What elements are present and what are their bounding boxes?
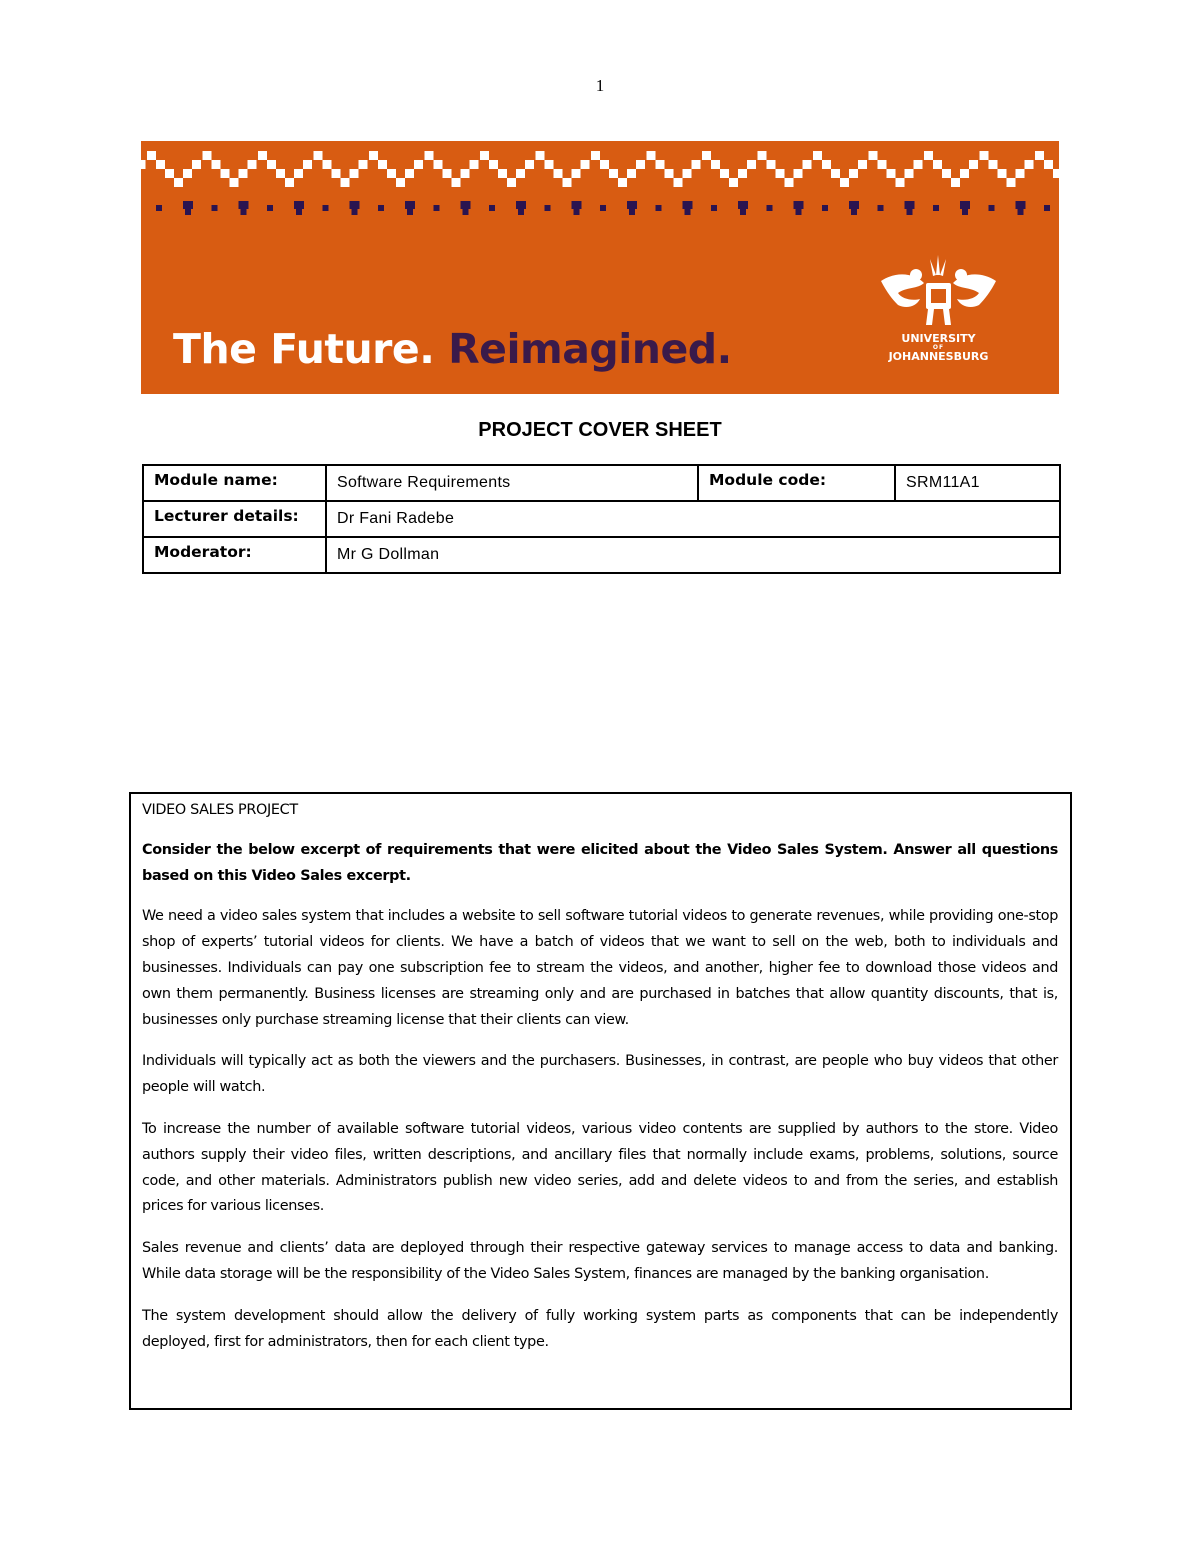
university-crest-icon bbox=[876, 251, 1001, 331]
module-info-table bbox=[142, 464, 1061, 574]
project-paragraph: To increase the number of available software tutorial videos, various video contents are supplied by authors to the store. Video authors supply their video files, written descriptions, and ancillary files that normally include exams, problems, solutions, source code, and other materials. Administrators publish new video series, add and delete videos to and from the series, and establish prices for various licenses. bbox=[142, 1120, 1058, 1215]
module-name-label: Module name: bbox=[143, 465, 326, 501]
project-paragraph: The system development should allow the delivery of fully working system parts as components that can be independently deployed, first for administrators, then for each client type. bbox=[142, 1307, 1058, 1350]
project-description-box bbox=[129, 792, 1072, 1410]
logo-text-university: UNIVERSITY bbox=[901, 332, 976, 345]
module-code-label: Module code: bbox=[698, 465, 895, 501]
moderator-value: Mr G Dollman bbox=[326, 537, 1060, 573]
logo-text-johannesburg: JOHANNESBURG bbox=[888, 349, 989, 363]
moderator-label: Moderator: bbox=[143, 537, 326, 573]
logo-text-of: OF bbox=[932, 343, 945, 351]
project-paragraph: Sales revenue and clients’ data are deployed through their respective gateway services to manage access to data and banking. While data storage will be the responsibility of the Video Sales System, finances are managed by the banking organisation. bbox=[142, 1240, 1058, 1282]
cover-sheet-title: PROJECT COVER SHEET bbox=[478, 419, 722, 441]
lecturer-label: Lecturer details: bbox=[143, 501, 326, 537]
module-name-value: Software Requirements bbox=[326, 465, 698, 501]
university-logo bbox=[876, 251, 1001, 362]
module-code-value: SRM11A1 bbox=[895, 465, 1060, 501]
table-row bbox=[143, 501, 1060, 537]
project-title: VIDEO SALES PROJECT bbox=[142, 802, 298, 818]
table-row bbox=[143, 537, 1060, 573]
project-paragraph: We need a video sales system that includes a website to sell software tutorial videos to generate revenues, while providing one-stop shop of experts’ tutorial videos for clients. We have a batch of videos that we want to sell on the web, both to individuals and businesses. Individuals can pay one subscription fee to stream the videos, and another, higher fee to download those videos and own them permanently. Business licenses are streaming only and are purchased in batches that allow quantity discounts, that is, businesses only purchase streaming license that their clients can view. bbox=[142, 908, 1058, 1028]
project-paragraph: Individuals will typically act as both the viewers and the purchasers. Businesses, in contrast, are people who buy videos that other people will watch. bbox=[142, 1053, 1058, 1096]
project-intro: Consider the below excerpt of requirements that were elicited about the Video Sales System. Answer all questions based on this Video Sales excerpt. bbox=[142, 841, 1058, 884]
tagline-part-2: Reimagined. bbox=[448, 325, 732, 373]
page-number: 1 bbox=[595, 76, 605, 95]
table-row bbox=[143, 465, 1060, 501]
tagline-part-1: The Future. bbox=[173, 325, 435, 373]
zigzag-pattern-icon bbox=[141, 151, 1059, 231]
university-banner bbox=[141, 141, 1059, 394]
lecturer-value: Dr Fani Radebe bbox=[326, 501, 1060, 537]
banner-tagline bbox=[173, 325, 732, 373]
